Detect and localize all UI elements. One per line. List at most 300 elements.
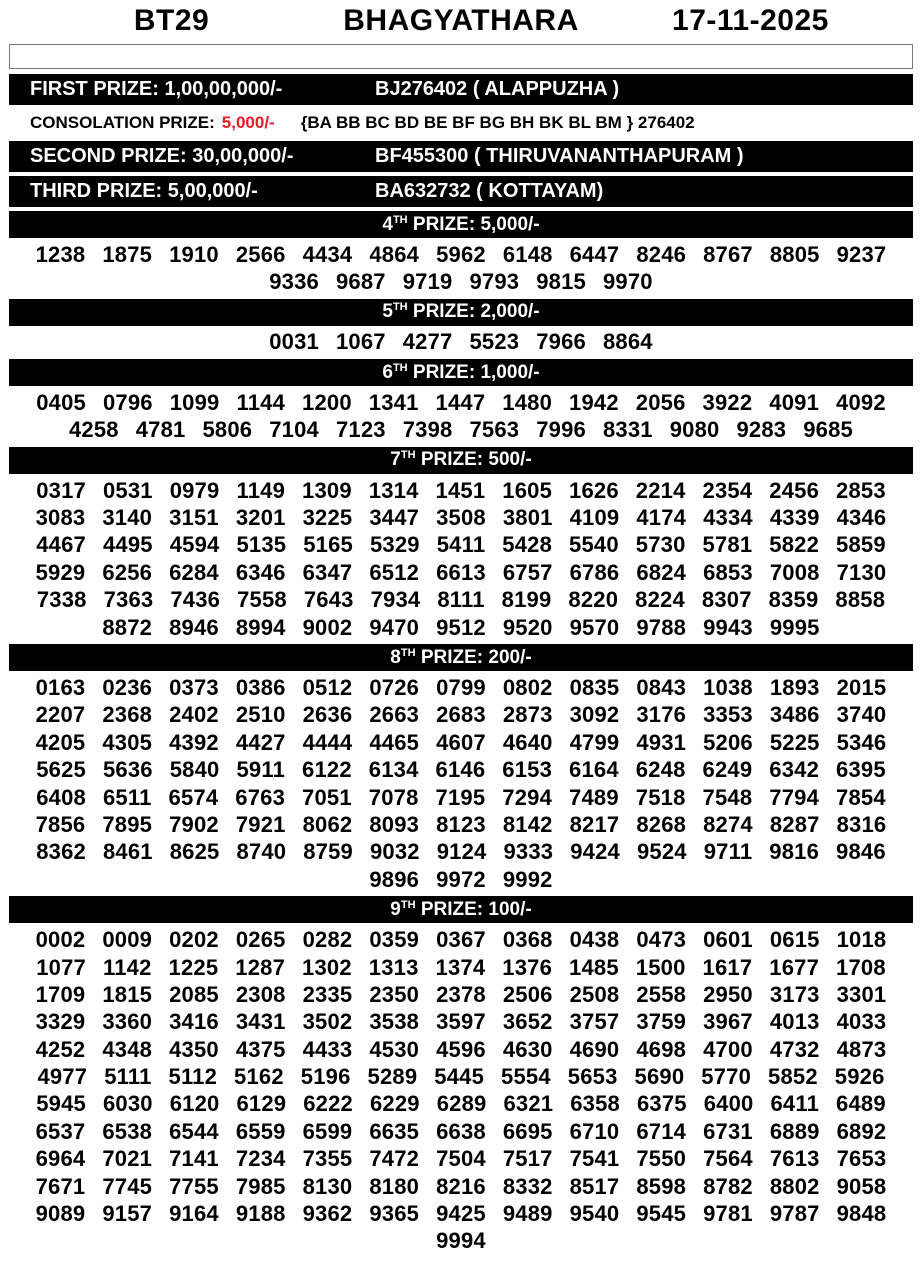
ticket-number: 1451 (435, 477, 486, 503)
ticket-number-row (0, 981, 922, 1008)
ticket-number: 1149 (236, 477, 286, 503)
ticket-number: 0367 (436, 927, 486, 953)
ticket-number: 6400 (703, 1091, 754, 1117)
ticket-number: 9787 (769, 1201, 820, 1227)
ticket-number: 4013 (769, 1009, 820, 1035)
ticket-number: 3508 (436, 505, 486, 531)
ticket-number-row (0, 1200, 922, 1227)
ticket-number-row (0, 1228, 922, 1255)
ticket-number: 1038 (703, 674, 753, 700)
ticket-number: 9970 (603, 269, 653, 295)
ticket-number: 8759 (303, 839, 353, 865)
ticket-number: 1605 (502, 477, 553, 503)
ticket-number: 3092 (569, 702, 620, 728)
prize-section (0, 644, 922, 893)
ticket-number: 2558 (636, 981, 687, 1007)
ticket-number: 4607 (436, 729, 486, 755)
ticket-number: 6148 (502, 241, 553, 267)
ticket-number: 7541 (569, 1146, 620, 1172)
ticket-number: 7489 (569, 784, 619, 810)
ticket-number: 0031 (269, 329, 319, 355)
ticket-number: 7745 (102, 1173, 153, 1199)
ticket-number: 2378 (436, 981, 486, 1007)
ticket-number: 3967 (703, 1009, 753, 1035)
ticket-number: 8130 (302, 1173, 353, 1199)
ticket-number: 6229 (369, 1091, 420, 1117)
ticket-number: 4732 (769, 1036, 820, 1062)
ticket-number: 0386 (235, 674, 286, 700)
ticket-number: 5929 (35, 559, 86, 585)
ticket-number: 9848 (836, 1201, 887, 1227)
ticket-number: 1200 (302, 389, 352, 415)
ticket-number: 6635 (369, 1118, 420, 1144)
ticket-number: 4799 (569, 729, 620, 755)
ticket-number: 5196 (300, 1064, 351, 1090)
ticket-number: 3360 (102, 1009, 153, 1035)
ticket-number: 8274 (703, 811, 753, 837)
consolation-row (9, 109, 913, 137)
ticket-number: 9470 (369, 614, 420, 640)
ticket-number: 6574 (168, 784, 219, 810)
ticket-number: 3759 (636, 1009, 687, 1035)
ticket-number: 6249 (702, 757, 753, 783)
ticket-number: 0359 (369, 927, 420, 953)
ticket-number: 8461 (102, 839, 153, 865)
ticket-number-row (0, 417, 922, 444)
ticket-number: 1142 (102, 954, 152, 980)
ticket-number: 8782 (703, 1173, 753, 1199)
ticket-number: 6164 (569, 757, 619, 783)
ticket-number: 5111 (104, 1064, 152, 1090)
ticket-number: 1875 (102, 241, 153, 267)
ticket-number: 8359 (768, 587, 819, 613)
ticket-number: 1341 (368, 389, 419, 415)
ticket-number-row (0, 811, 922, 838)
ticket-number: 5806 (202, 417, 253, 443)
ticket-number: 7518 (635, 784, 686, 810)
ticket-number: 3652 (502, 1009, 553, 1035)
ticket-number: 9032 (369, 839, 420, 865)
ticket-number: 9512 (436, 614, 486, 640)
page-title: BHAGYATHARA (343, 4, 579, 37)
ticket-number: 4427 (235, 729, 286, 755)
ticket-number: 2354 (702, 477, 753, 503)
ticket-number: 2350 (369, 981, 420, 1007)
ticket-number: 4594 (169, 532, 220, 558)
ticket-number: 4465 (369, 729, 420, 755)
ticket-number: 6786 (569, 559, 620, 585)
ticket-number: 6889 (769, 1118, 820, 1144)
prize-section (0, 299, 922, 356)
ticket-number: 6289 (436, 1091, 487, 1117)
ticket-number: 1018 (836, 927, 887, 953)
ticket-number: 6695 (502, 1118, 553, 1144)
ticket-number: 1287 (235, 954, 286, 980)
ticket-number: 6347 (302, 559, 353, 585)
ticket-number: 4258 (69, 417, 119, 443)
ticket-number: 9711 (703, 839, 753, 865)
ticket-number: 8111 (437, 587, 485, 613)
ticket-number: 0317 (36, 477, 86, 503)
ticket-number-row (0, 559, 922, 586)
ticket-number: 0799 (436, 674, 486, 700)
ticket-number: 9846 (836, 839, 886, 865)
ticket-number: 0979 (169, 477, 220, 503)
third-prize-bar (9, 176, 913, 207)
ticket-number-row (0, 702, 922, 729)
ticket-number: 7548 (702, 784, 753, 810)
ticket-number: 3140 (102, 505, 153, 531)
ticket-number: 8994 (235, 614, 286, 640)
first-prize-label: FIRST PRIZE: 1,00,00,000/- (30, 78, 283, 100)
ticket-number: 7051 (302, 784, 352, 810)
ticket-number-row (0, 504, 922, 531)
ticket-number: 7996 (536, 417, 586, 443)
ticket-number: 1626 (569, 477, 619, 503)
ticket-number-row (0, 756, 922, 783)
ticket-number-row (0, 674, 922, 701)
ticket-number: 8598 (636, 1173, 687, 1199)
ticket-number: 8332 (502, 1173, 553, 1199)
ticket-number: 5411 (436, 532, 486, 558)
ticket-number: 7294 (502, 784, 553, 810)
ticket-number: 3486 (769, 702, 820, 728)
ticket-number: 3173 (769, 981, 820, 1007)
ticket-number: 5523 (469, 329, 520, 355)
ticket-number: 3757 (569, 1009, 620, 1035)
ticket-number: 3597 (436, 1009, 486, 1035)
consolation-amount: 5,000/- (221, 113, 275, 132)
ticket-number-row (0, 866, 922, 893)
ticket-number: 9425 (436, 1201, 486, 1227)
ticket-number: 8864 (603, 329, 653, 355)
ticket-number: 6447 (569, 241, 620, 267)
ticket-number: 3416 (169, 1009, 219, 1035)
ticket-number: 7613 (769, 1146, 820, 1172)
ticket-number: 4700 (703, 1036, 753, 1062)
ticket-number: 6256 (102, 559, 153, 585)
ticket-number: 8517 (569, 1173, 620, 1199)
ticket-number: 8946 (169, 614, 219, 640)
ticket-number: 7141 (169, 1146, 219, 1172)
ticket-number-row (0, 1091, 922, 1118)
draw-code: BT29 (133, 4, 210, 37)
ticket-number: 4530 (369, 1036, 420, 1062)
ticket-number: 6559 (235, 1118, 286, 1144)
ticket-number: 8362 (36, 839, 86, 865)
ticket-number: 6120 (169, 1091, 220, 1117)
ticket-number: 1144 (236, 389, 286, 415)
ticket-number: 0726 (369, 674, 420, 700)
ticket-number: 6222 (303, 1091, 353, 1117)
ticket-number: 0368 (502, 927, 553, 953)
ticket-number: 7504 (436, 1146, 486, 1172)
ticket-number: 1893 (769, 674, 820, 700)
ticket-number: 1302 (302, 954, 352, 980)
ticket-number-row (0, 839, 922, 866)
ticket-number: 8805 (769, 241, 820, 267)
ticket-number-row (0, 1173, 922, 1200)
ticket-number: 5165 (303, 532, 353, 558)
prize-sections (0, 211, 922, 1255)
ticket-number: 9336 (269, 269, 319, 295)
ticket-number: 5822 (769, 532, 820, 558)
ticket-number: 0601 (703, 927, 753, 953)
ticket-number: 7550 (636, 1146, 687, 1172)
ticket-number: 7363 (103, 587, 154, 613)
ticket-number: 0009 (102, 927, 153, 953)
ticket-number: 7854 (836, 784, 886, 810)
ticket-number-row (0, 477, 922, 504)
ticket-number-row (0, 1118, 922, 1145)
ticket-number: 9815 (536, 269, 586, 295)
ticket-number: 8872 (102, 614, 153, 640)
ticket-number: 4092 (836, 389, 886, 415)
ticket-number: 8220 (568, 587, 619, 613)
ticket-number: 6638 (436, 1118, 486, 1144)
ticket-number: 5770 (701, 1064, 752, 1090)
prize-section-header: 9TH PRIZE: 100/- (9, 896, 913, 923)
ticket-number: 4174 (636, 505, 687, 531)
ticket-number: 3151 (169, 505, 219, 531)
ticket-number: 5852 (768, 1064, 818, 1090)
ticket-number: 9124 (436, 839, 487, 865)
ticket-number: 9540 (569, 1201, 620, 1227)
ticket-number: 4467 (36, 532, 86, 558)
ticket-number: 8093 (369, 811, 420, 837)
ticket-number: 9362 (302, 1201, 353, 1227)
ticket-number-row (0, 1009, 922, 1036)
ticket-number: 6824 (636, 559, 687, 585)
ticket-number: 8316 (836, 811, 887, 837)
ticket-number: 3225 (302, 505, 353, 531)
ticket-number: 6714 (636, 1118, 687, 1144)
ticket-number: 9687 (336, 269, 386, 295)
ticket-number: 5289 (367, 1064, 418, 1090)
ticket-number: 3922 (702, 389, 753, 415)
ticket-number: 0163 (35, 674, 86, 700)
ticket-number-row (0, 1146, 922, 1173)
ticket-number: 2368 (102, 702, 153, 728)
ticket-number: 4277 (402, 329, 453, 355)
ticket-number: 3740 (836, 702, 887, 728)
ticket-number: 7234 (235, 1146, 286, 1172)
ticket-number: 7966 (536, 329, 586, 355)
ticket-number: 1376 (502, 954, 553, 980)
ticket-number: 1709 (35, 981, 86, 1007)
ticket-number: 7104 (269, 417, 319, 443)
prize-section-header: 4TH PRIZE: 5,000/- (9, 211, 913, 238)
ticket-number: 1447 (435, 389, 486, 415)
ticket-number: 1313 (368, 954, 419, 980)
ticket-number: 4205 (35, 729, 86, 755)
ticket-number: 4977 (37, 1064, 88, 1090)
ticket-number-row (0, 241, 922, 268)
prize-section-header: 6TH PRIZE: 1,000/- (9, 359, 913, 386)
ticket-number: 0373 (169, 674, 219, 700)
ticket-number: 5445 (434, 1064, 485, 1090)
ticket-number: 1238 (35, 241, 86, 267)
ticket-number: 6030 (102, 1091, 153, 1117)
ticket-number: 6599 (302, 1118, 353, 1144)
ticket-number: 8740 (236, 839, 287, 865)
ticket-number: 9943 (703, 614, 753, 640)
ticket-number: 6512 (369, 559, 420, 585)
ticket-number: 9992 (502, 866, 553, 892)
ticket-number: 9365 (369, 1201, 420, 1227)
ticket-number: 4698 (636, 1036, 687, 1062)
ticket-number: 4339 (769, 505, 820, 531)
ticket-number: 2663 (369, 702, 420, 728)
ticket-number: 7558 (237, 587, 287, 613)
ticket-number: 7856 (35, 811, 86, 837)
ticket-number: 3447 (369, 505, 420, 531)
ticket-number: 5653 (567, 1064, 618, 1090)
first-prize-bar (9, 74, 913, 105)
ticket-number: 4873 (836, 1036, 887, 1062)
ticket-number: 6489 (836, 1091, 886, 1117)
search-input[interactable] (9, 44, 913, 69)
ticket-number: 2214 (635, 477, 686, 503)
ticket-number: 7130 (836, 559, 887, 585)
ticket-number: 9972 (436, 866, 486, 892)
ticket-number-row (0, 532, 922, 559)
ticket-number: 8767 (703, 241, 753, 267)
ticket-number: 9995 (769, 614, 820, 640)
prize-section-header: 5TH PRIZE: 2,000/- (9, 299, 913, 326)
ticket-number: 9283 (736, 417, 787, 443)
ticket-number: 8307 (701, 587, 752, 613)
ticket-number: 2456 (769, 477, 820, 503)
ticket-number: 5625 (36, 757, 86, 783)
ticket-number: 7436 (170, 587, 221, 613)
ticket-number: 8217 (569, 811, 620, 837)
ticket-number: 7021 (102, 1146, 153, 1172)
ticket-number: 0802 (502, 674, 553, 700)
ticket-number: 6757 (502, 559, 553, 585)
ticket-number: 9188 (235, 1201, 286, 1227)
ticket-number: 6853 (703, 559, 753, 585)
ticket-number: 9994 (436, 1228, 486, 1254)
ticket-number: 0512 (302, 674, 353, 700)
ticket-number: 8062 (302, 811, 353, 837)
ticket-number: 8268 (636, 811, 687, 837)
ticket-number-row (0, 268, 922, 295)
ticket-number: 8142 (502, 811, 553, 837)
ticket-number: 9237 (836, 241, 887, 267)
ticket-number: 1485 (569, 954, 619, 980)
ticket-number: 5112 (168, 1064, 218, 1090)
prize-section (0, 896, 922, 1255)
ticket-number: 4931 (636, 729, 687, 755)
ticket-number: 7472 (369, 1146, 420, 1172)
ticket-number: 2873 (502, 702, 553, 728)
ticket-number: 9570 (569, 614, 620, 640)
ticket-number: 5840 (169, 757, 220, 783)
ticket-number: 5206 (703, 729, 753, 755)
ticket-number: 1942 (569, 389, 619, 415)
ticket-number: 3538 (369, 1009, 420, 1035)
ticket-number: 0796 (102, 389, 153, 415)
ticket-number: 9788 (636, 614, 687, 640)
ticket-number: 0835 (569, 674, 620, 700)
ticket-number: 9816 (769, 839, 820, 865)
ticket-number: 2950 (703, 981, 753, 1007)
ticket-number: 6346 (235, 559, 286, 585)
draw-date: 17-11-2025 (672, 4, 829, 37)
ticket-number: 5926 (834, 1064, 885, 1090)
ticket-number: 4109 (569, 505, 620, 531)
ticket-number: 0236 (102, 674, 153, 700)
ticket-number: 4392 (169, 729, 219, 755)
ticket-number: 4640 (502, 729, 553, 755)
titlebar (0, 0, 922, 42)
ticket-number: 1677 (769, 954, 820, 980)
ticket-number: 9002 (302, 614, 353, 640)
ticket-number: 2308 (235, 981, 286, 1007)
ticket-number: 6395 (836, 757, 886, 783)
ticket-number: 5540 (569, 532, 619, 558)
ticket-number: 5781 (702, 532, 753, 558)
second-prize-ticket: BF455300 ( THIRUVANANTHAPURAM ) (375, 145, 744, 167)
ticket-number: 7921 (235, 811, 286, 837)
ticket-number: 4444 (302, 729, 353, 755)
ticket-number: 1067 (336, 329, 386, 355)
ticket-number-row (0, 1063, 922, 1090)
ticket-number: 6763 (235, 784, 286, 810)
ticket-number: 2683 (436, 702, 486, 728)
ticket-number: 4334 (703, 505, 753, 531)
ticket-number: 1309 (302, 477, 352, 503)
ticket-number: 6408 (36, 784, 86, 810)
ticket-number: 3201 (235, 505, 286, 531)
consolation-label: CONSOLATION PRIZE: (30, 113, 215, 132)
ticket-number-row (0, 587, 922, 614)
ticket-number: 5636 (102, 757, 153, 783)
ticket-number: 7517 (502, 1146, 553, 1172)
prize-section-header: 8TH PRIZE: 200/- (9, 644, 913, 671)
ticket-number: 3301 (836, 981, 887, 1007)
ticket-number-row (0, 784, 922, 811)
ticket-number: 3502 (302, 1009, 353, 1035)
ticket-number: 5135 (236, 532, 287, 558)
ticket-number: 9520 (502, 614, 553, 640)
ticket-number: 5730 (635, 532, 686, 558)
ticket-number: 4781 (135, 417, 186, 443)
ticket-number: 9080 (669, 417, 720, 443)
ticket-number: 4864 (369, 241, 420, 267)
ticket-number-row (0, 1036, 922, 1063)
ticket-number: 5346 (836, 729, 887, 755)
ticket-number: 2085 (169, 981, 219, 1007)
ticket-number: 1225 (168, 954, 219, 980)
ticket-number-row (0, 729, 922, 756)
ticket-number: 7195 (435, 784, 486, 810)
ticket-number: 6153 (502, 757, 553, 783)
ticket-number: 6511 (102, 784, 152, 810)
prize-section (0, 447, 922, 641)
ticket-number: 5945 (36, 1091, 86, 1117)
ticket-number: 4252 (35, 1036, 86, 1062)
ticket-number: 3176 (636, 702, 687, 728)
ticket-number: 1500 (635, 954, 686, 980)
ticket-number: 4630 (502, 1036, 553, 1062)
ticket-number: 2207 (35, 702, 86, 728)
ticket-number: 3353 (703, 702, 753, 728)
consolation-series: {BA BB BC BD BE BF BG BH BK BL BM } 276402 (300, 113, 695, 132)
ticket-number: 5554 (501, 1064, 551, 1090)
ticket-number: 8216 (436, 1173, 486, 1199)
